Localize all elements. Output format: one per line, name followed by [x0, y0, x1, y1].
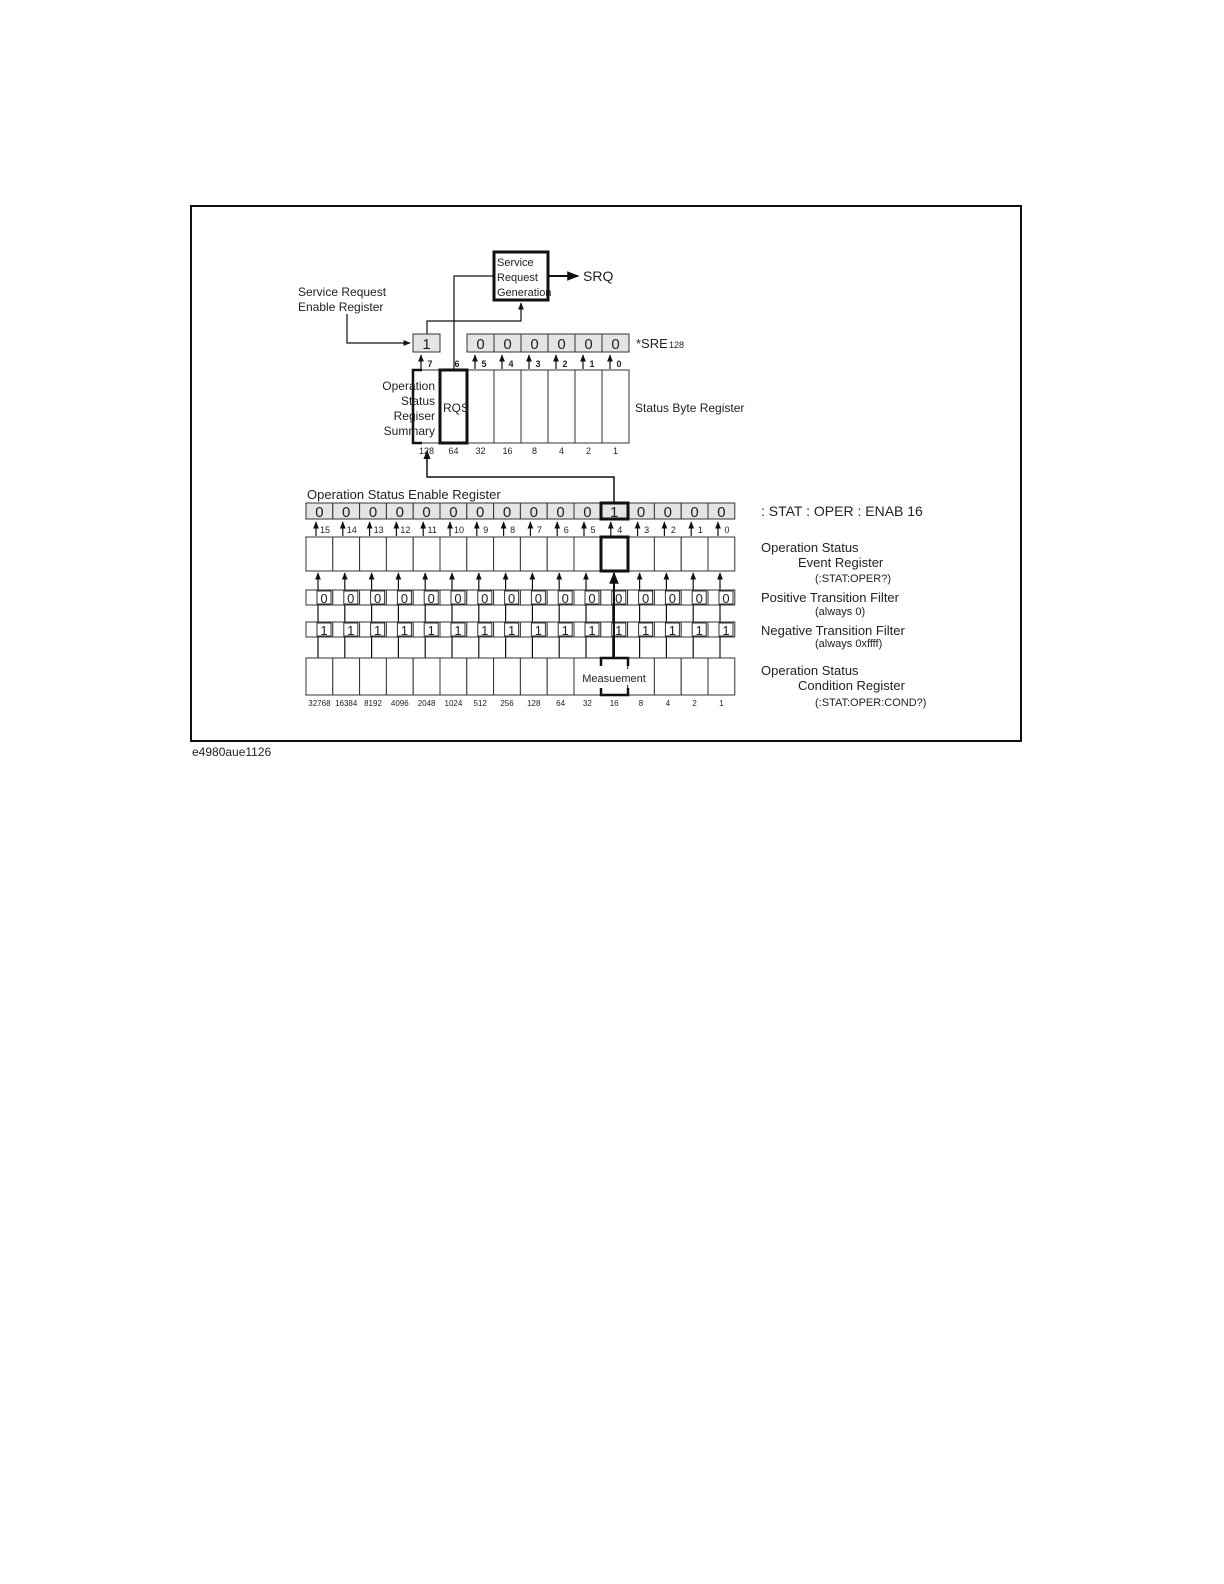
op-summary-line-1: Operation [382, 379, 435, 393]
ptf-bit-value: 0 [722, 591, 730, 606]
condition-bit-cell [306, 658, 333, 695]
condition-weight: 8 [638, 699, 644, 708]
sre-command: *SRE [636, 336, 668, 351]
ose-bit-value: 0 [717, 504, 726, 521]
ose-bit-value: 0 [368, 504, 378, 521]
op-summary-line-4: Summary [383, 424, 435, 438]
ptf-bit-value: 0 [615, 591, 623, 606]
event-register-query: (:STAT:OPER?) [815, 573, 891, 585]
srg-line-2: Request [497, 272, 538, 284]
event-bit-cell [628, 537, 655, 571]
condition-register-query: (:STAT:OPER:COND?) [815, 697, 927, 709]
ntf-bit-value: 1 [641, 623, 650, 638]
ose-bit-number: 13 [373, 525, 384, 535]
rqs-label: RQS [443, 401, 470, 415]
status-byte-bit-cell [602, 370, 629, 443]
status-byte-bit-cell [521, 370, 548, 443]
ntf-bit-value: 1 [722, 623, 730, 638]
ose-command: : STAT : OPER : ENAB 16 [761, 503, 923, 519]
status-byte-weight: 8 [531, 446, 538, 456]
ose-bit-number: 1 [697, 525, 703, 535]
ose-bit-value: 0 [556, 504, 565, 521]
ntf-bit-value: 1 [400, 623, 409, 638]
status-byte-weight: 1 [612, 446, 619, 456]
sre-bit-value: 0 [557, 336, 566, 353]
ose-bit-value: 0 [476, 504, 485, 521]
ose-bit-number: 8 [510, 525, 516, 535]
status-byte-bit-number: 2 [562, 359, 568, 369]
event-bit-cell [306, 537, 333, 571]
condition-weight: 16 [609, 699, 619, 708]
ose-bit-number: 15 [319, 525, 331, 535]
ptf-label: Positive Transition Filter [761, 590, 899, 605]
status-byte-bit-number: 5 [481, 359, 487, 369]
ptf-bit-value: 0 [695, 591, 703, 606]
status-byte-weight: 64 [448, 446, 459, 456]
ose-bit-value: 0 [636, 504, 646, 521]
sre-bit-value: 0 [476, 336, 485, 353]
condition-weight: 256 [500, 699, 514, 708]
ntf-bit-value: 1 [534, 623, 543, 638]
sre-command-value: 128 [669, 340, 685, 350]
status-byte-register-label: Status Byte Register [635, 401, 745, 415]
condition-register-line-1: Operation Status [761, 663, 859, 678]
ose-bit-number: 9 [483, 525, 489, 535]
ntf-bit-value: 1 [427, 623, 435, 638]
condition-weight: 32 [582, 699, 592, 708]
ntf-bit-value: 1 [373, 623, 382, 638]
ntf-bit-value: 1 [668, 623, 677, 638]
ntf-bit-value: 1 [481, 623, 489, 638]
status-byte-bit-number: 1 [589, 359, 595, 369]
ntf-bit-value: 1 [507, 623, 516, 638]
condition-weight: 16384 [335, 699, 358, 708]
ose-bit-number: 5 [590, 525, 596, 535]
event-bit-cell [413, 537, 440, 571]
ptf-bit-value: 0 [641, 591, 650, 606]
ntf-bit-value: 1 [347, 623, 355, 638]
ose-bit-number: 7 [536, 525, 542, 535]
sre-bit-value: 0 [530, 336, 539, 353]
ose-bit-value: 0 [395, 504, 404, 521]
ose-bit-number: 2 [670, 525, 676, 535]
srq-label: SRQ [583, 268, 614, 284]
ptf-bit-value: 0 [481, 591, 489, 606]
status-byte-weight: 4 [558, 446, 565, 456]
condition-weight: 2 [692, 699, 697, 708]
ose-bit-value: 0 [315, 504, 324, 521]
event-bit-cell [467, 537, 494, 571]
ose-title: Operation Status Enable Register [307, 487, 501, 502]
condition-bit-cell [386, 658, 413, 695]
event-bit-cell [708, 537, 735, 571]
status-byte-weight: 32 [475, 446, 486, 456]
ose-bit-value: 1 [610, 504, 619, 521]
op-summary-line-3: Regiser [393, 409, 435, 423]
ntf-bit-value: 1 [615, 623, 623, 638]
ptf-bit-value: 0 [534, 591, 543, 606]
condition-weight: 4096 [390, 699, 409, 708]
condition-weight: 1024 [444, 699, 463, 708]
ntf-bit-value: 1 [695, 623, 703, 638]
ntf-label: Negative Transition Filter [761, 623, 905, 638]
event-bit-cell [520, 537, 547, 571]
status-byte-bit-number: 4 [508, 359, 514, 369]
event-bit-cell [547, 537, 574, 571]
ose-bit-value: 0 [663, 504, 672, 521]
event-bit-cell [654, 537, 681, 571]
ptf-bit-value: 0 [347, 591, 355, 606]
ose-bit-value: 0 [422, 504, 431, 521]
srg-line-1: Service [497, 257, 534, 269]
figure-id: e4980aue1126 [192, 745, 272, 759]
condition-weight: 4 [665, 699, 671, 708]
ptf-bit-value: 0 [668, 591, 677, 606]
ntf-bit-value: 1 [454, 623, 462, 638]
condition-bit-cell [547, 658, 574, 695]
ose-bit-value: 0 [583, 504, 592, 521]
condition-register-line-2: Condition Register [798, 678, 905, 693]
event-bit-cell [386, 537, 413, 571]
sre-bit-value: 0 [584, 336, 593, 353]
ose-bit-value: 0 [502, 504, 512, 521]
sre-label-line-2: Enable Register [298, 300, 384, 314]
sre-bit-value: 0 [611, 336, 620, 353]
status-byte-bit-number: 0 [616, 359, 622, 369]
event-bit-cell [360, 537, 387, 571]
status-byte-weight: 16 [502, 446, 513, 456]
event-bit-cell [601, 537, 628, 571]
ose-bit-number: 14 [346, 525, 357, 535]
ose-bit-value: 0 [529, 504, 538, 521]
status-byte-bit-number: 3 [535, 359, 541, 369]
ose-bit-number: 4 [617, 525, 623, 535]
condition-bit-cell [333, 658, 360, 695]
ntf-bit-value: 1 [588, 623, 596, 638]
event-bit-cell [494, 537, 521, 571]
condition-weight: 512 [473, 699, 487, 708]
ptf-bit-value: 0 [588, 591, 596, 606]
status-byte-weight: 128 [418, 446, 435, 456]
ose-bit-value: 0 [342, 504, 351, 521]
ose-bit-number: 6 [563, 525, 569, 535]
ptf-bit-value: 0 [454, 591, 462, 606]
ose-bit-number: 12 [400, 525, 411, 535]
ptf-bit-value: 0 [320, 591, 328, 606]
status-byte-bit-number: 6 [454, 359, 460, 369]
condition-weight: 64 [556, 699, 566, 708]
ntf-bit-value: 1 [561, 623, 569, 638]
sre-bit-value: 0 [503, 336, 512, 353]
event-register-line-1: Operation Status [761, 540, 859, 555]
status-byte-bit-cell [467, 370, 494, 443]
status-byte-bit-cell [575, 370, 602, 443]
status-byte-bit-cell [494, 370, 521, 443]
condition-bit-cell [654, 658, 681, 695]
event-bit-cell [440, 537, 467, 571]
condition-bit-cell [360, 658, 387, 695]
ptf-bit-value: 0 [561, 591, 569, 606]
sre-to-generator-line [427, 303, 521, 334]
event-bit-cell [574, 537, 601, 571]
ptf-bit-value: 0 [427, 591, 435, 606]
condition-weight: 2048 [417, 699, 436, 708]
ose-bit-number: 0 [724, 525, 730, 535]
event-bit-cell [681, 537, 708, 571]
condition-bit-cell [708, 658, 735, 695]
ptf-bit-value: 0 [400, 591, 409, 606]
ose-bit-number: 11 [427, 525, 437, 535]
condition-weight: 8192 [364, 699, 382, 708]
ptf-bit-value: 0 [507, 591, 516, 606]
condition-bit-cell [413, 658, 440, 695]
op-summary-line-2: Status [400, 394, 435, 408]
ose-bit-number: 10 [453, 525, 465, 535]
ntf-bit-value: 1 [320, 623, 328, 638]
condition-bit-cell [681, 658, 708, 695]
ose-bit-number: 3 [644, 525, 650, 535]
ose-bit-value: 0 [449, 504, 458, 521]
condition-weight: 128 [527, 699, 541, 708]
status-byte-weight: 2 [585, 446, 592, 456]
event-register-line-2: Event Register [798, 555, 884, 570]
ptf-bit-value: 0 [373, 591, 382, 606]
ntf-note: (always 0xffff) [815, 638, 883, 650]
status-byte-bit-cell [548, 370, 575, 443]
ptf-note: (always 0) [815, 606, 866, 618]
measurement-label: Measuement [582, 673, 646, 685]
sre-label-line-1: Service Request [298, 285, 387, 299]
condition-bit-cell [467, 658, 494, 695]
sre-bit-value: 1 [422, 336, 431, 353]
condition-weight: 32768 [308, 699, 331, 708]
ose-bit-value: 0 [690, 504, 699, 521]
condition-bit-cell [494, 658, 521, 695]
sre-label-leader [347, 314, 410, 343]
condition-weight: 1 [719, 699, 724, 708]
srg-line-3: Generation [497, 287, 552, 299]
status-byte-bit-number: 7 [427, 359, 433, 369]
event-bit-cell [333, 537, 360, 571]
condition-bit-cell [520, 658, 547, 695]
condition-bit-cell [440, 658, 467, 695]
